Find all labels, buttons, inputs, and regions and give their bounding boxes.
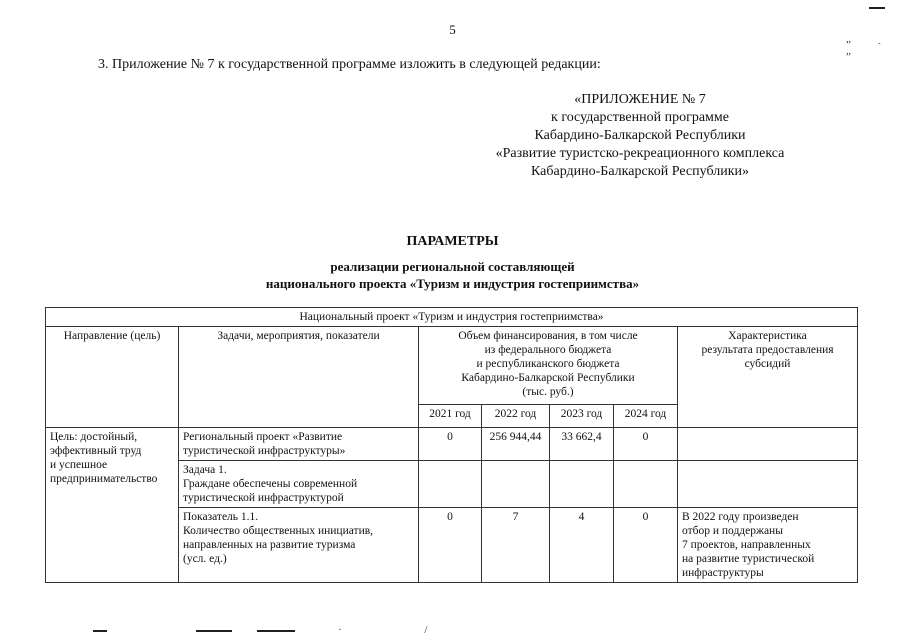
cell-line: отбор и поддержаны	[682, 525, 783, 537]
cell-line: Граждане обеспечены современной	[183, 478, 358, 490]
goal-line: и успешное	[50, 459, 108, 471]
header-year: 2021 год	[419, 405, 482, 428]
cell-line: 7 проектов, направленных	[682, 539, 811, 551]
cell-line: (усл. ед.)	[183, 553, 227, 565]
empty-cell	[482, 461, 550, 508]
scan-mark-bottom	[257, 630, 295, 632]
header-result-line: субсидий	[744, 358, 791, 370]
table-header-row	[46, 327, 858, 405]
header-result-line: результата предоставления	[701, 344, 834, 356]
value-2022: 7	[482, 508, 550, 583]
cell-line: направленных на развитие туризма	[183, 539, 356, 551]
appendix-line: «ПРИЛОЖЕНИЕ № 7	[574, 92, 706, 107]
cell-line: Задача 1.	[183, 464, 227, 476]
indicator-cell	[179, 508, 419, 583]
scan-specks-top-right: „ ˎ „	[846, 33, 894, 57]
goal-line: эффективный труд	[50, 445, 142, 457]
empty-cell	[614, 461, 678, 508]
cell-line: инфраструктуры	[682, 567, 764, 579]
cell-line: Показатель 1.1.	[183, 511, 259, 523]
appendix-header	[430, 91, 850, 181]
appendix-line: к государственной программе	[551, 110, 729, 125]
value-2022: 256 944,44	[482, 428, 550, 461]
result-cell	[678, 428, 858, 461]
header-result	[678, 327, 858, 428]
document-subtitle	[0, 258, 905, 292]
header-funding-line: и республиканского бюджета	[476, 358, 620, 370]
value-2024: 0	[614, 428, 678, 461]
value-2021: 0	[419, 428, 482, 461]
header-funding-line: (тыс. руб.)	[522, 386, 574, 398]
header-tasks: Задачи, мероприятия, показатели	[179, 327, 419, 428]
cell-line: Региональный проект «Развитие	[183, 431, 343, 443]
page-number: 5	[449, 22, 456, 37]
cell-line: Количество общественных инициатив,	[183, 525, 374, 537]
parameters-table	[45, 307, 858, 583]
value-2024: 0	[614, 508, 678, 583]
empty-cell	[419, 461, 482, 508]
header-funding	[419, 327, 678, 405]
goal-line: Цель: достойный,	[50, 431, 138, 443]
subtitle-line: реализации региональной составляющей	[330, 259, 575, 274]
cell-line: В 2022 году произведен	[682, 511, 799, 523]
header-year: 2022 год	[482, 405, 550, 428]
scan-mark-top-right	[869, 7, 885, 9]
scan-mark-bottom	[196, 630, 232, 632]
header-funding-line: Кабардино-Балкарской Республики	[461, 372, 635, 384]
regional-project-cell	[179, 428, 419, 461]
appendix-line: Кабардино-Балкарской Республики»	[531, 164, 749, 179]
subtitle-line: национального проекта «Туризм и индустрия гостеприимства»	[265, 276, 640, 291]
value-2023: 4	[550, 508, 614, 583]
header-year: 2024 год	[614, 405, 678, 428]
header-result-line: Характеристика	[728, 330, 807, 342]
value-2023: 33 662,4	[550, 428, 614, 461]
result-cell	[678, 508, 858, 583]
value-2021: 0	[419, 508, 482, 583]
goal-line: предпринимательство	[50, 473, 158, 485]
table-row	[46, 428, 858, 461]
header-direction: Направление (цель)	[46, 327, 179, 428]
scan-mark-bottom	[93, 630, 107, 632]
table-caption: Национальный проект «Туризм и индустрия гостеприимства»	[46, 308, 858, 327]
header-year: 2023 год	[550, 405, 614, 428]
cell-line: туристической инфраструктурой	[183, 492, 344, 504]
document-title: ПАРАМЕТРЫ	[406, 234, 499, 249]
result-cell	[678, 461, 858, 508]
cell-line: на развитие туристической	[682, 553, 815, 565]
goal-cell	[46, 428, 179, 583]
intro-paragraph: 3. Приложение № 7 к государственной программе изложить в следующей редакции:	[98, 57, 601, 72]
empty-cell	[550, 461, 614, 508]
table-caption-row	[46, 308, 858, 327]
cell-line: туристической инфраструктуры»	[183, 445, 346, 457]
appendix-line: Кабардино-Балкарской Республики	[534, 128, 746, 143]
header-funding-line: из федерального бюджета	[484, 344, 612, 356]
scan-specks-bottom: · /	[338, 624, 468, 636]
header-funding-line: Объем финансирования, в том числе	[458, 330, 638, 342]
task-cell	[179, 461, 419, 508]
appendix-line: «Развитие туристско-рекреационного комплекса	[495, 146, 785, 161]
